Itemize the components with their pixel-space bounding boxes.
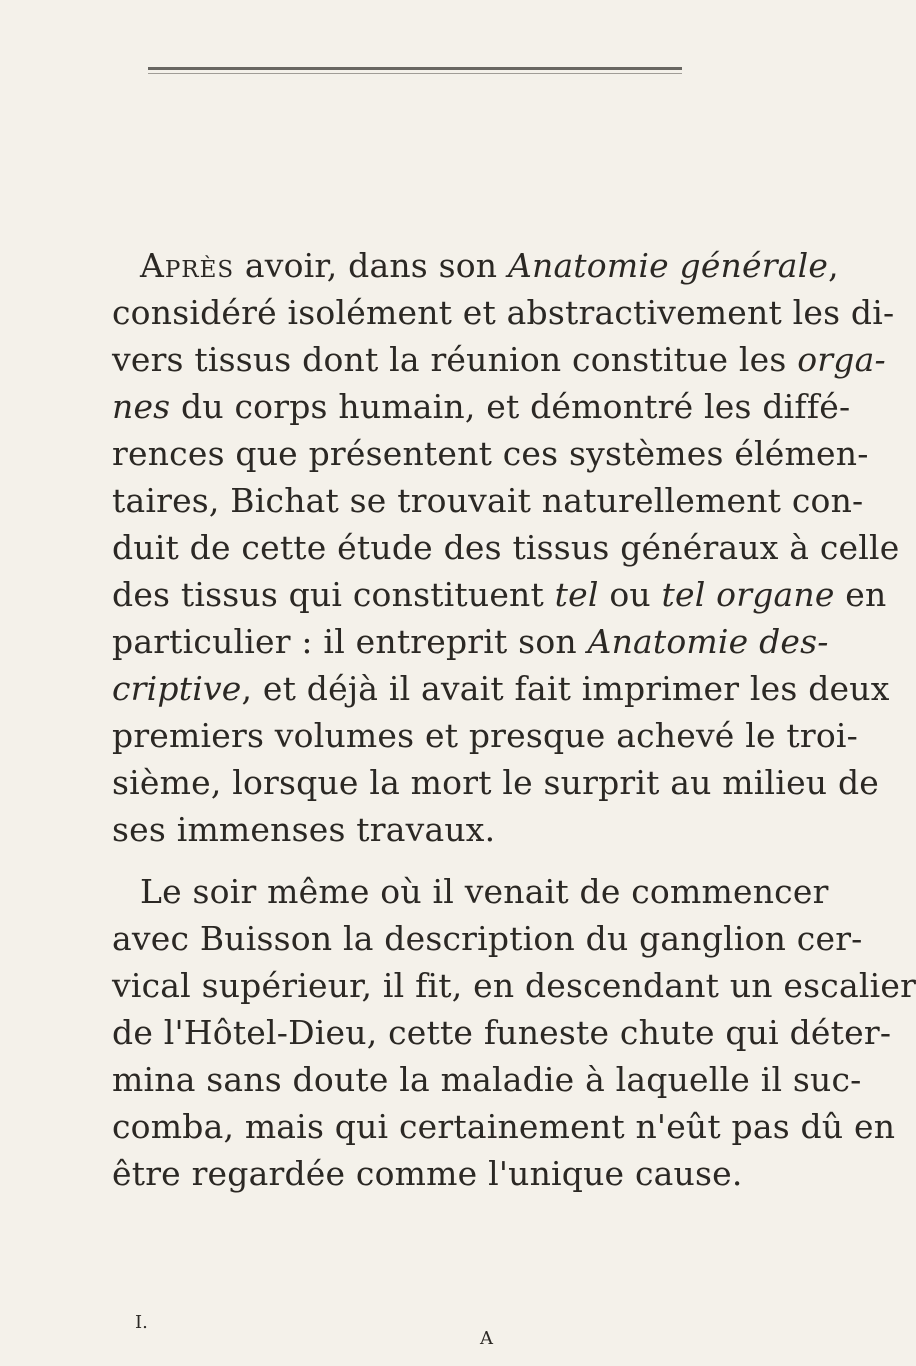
text-run: duit de cette étude des tissus généraux à celle <box>112 528 900 567</box>
text-line: être regardée comme l'unique cause. <box>112 1154 743 1193</box>
text-line <box>112 759 879 806</box>
text-run: taires, Bichat se trouvait naturellement con- <box>112 481 864 520</box>
text-run: du corps humain, et démontré les diffé- <box>170 387 851 426</box>
page-footer <box>0 1312 800 1352</box>
text-line: Le soir même où il venait de commencer <box>140 872 829 911</box>
text-line <box>112 289 895 336</box>
text-run: considéré isolément et abstractivement les di- <box>112 293 895 332</box>
text-run: premiers volumes et presque achevé le troi- <box>112 716 858 755</box>
text-run: avoir, dans son <box>234 246 508 285</box>
text-run: ou <box>598 575 662 614</box>
text-line <box>112 712 858 759</box>
text-run: en <box>834 575 887 614</box>
text-run: rences que présentent ces systèmes élémen- <box>112 434 869 473</box>
text-run: Après <box>140 246 235 285</box>
text-line <box>112 242 839 289</box>
text-line: comba, mais qui certainement n'eût pas dû en <box>112 1107 896 1146</box>
text-line: vical supérieur, il fit, en descendant un escalier <box>112 966 916 1005</box>
text-run: des tissus qui constituent <box>112 575 555 614</box>
text-line <box>112 571 887 618</box>
text-line <box>112 383 851 430</box>
italic-term: tel <box>554 575 599 614</box>
text-line <box>112 524 900 571</box>
text-line: de l'Hôtel-Dieu, cette funeste chute qui déter- <box>112 1013 892 1052</box>
text-run: particulier : il entreprit son <box>112 622 588 661</box>
text-line <box>112 618 829 665</box>
text-line <box>112 430 869 477</box>
italic-title: criptive <box>112 669 242 708</box>
page-text <box>112 242 916 1197</box>
italic-title: Anatomie générale <box>507 246 829 285</box>
text-line <box>112 665 890 712</box>
text-run: sième, lorsque la mort le surprit au milieu de <box>112 763 879 802</box>
text-line <box>112 806 692 853</box>
paragraph-2 <box>112 868 916 1197</box>
signature-mark: I. <box>135 1312 148 1333</box>
italic-term: nes <box>112 387 171 426</box>
text-run: , <box>828 246 839 285</box>
text-run: vers tissus dont la réunion constitue les <box>112 340 798 379</box>
text-run: ses immenses travaux. <box>112 810 496 849</box>
signature-letter: A <box>480 1328 493 1349</box>
italic-title: Anatomie des- <box>587 622 829 661</box>
text-line: avec Buisson la description du ganglion cer- <box>112 919 863 958</box>
text-line <box>112 336 886 383</box>
italic-term: tel organe <box>661 575 835 614</box>
text-run: , et déjà il avait fait imprimer les deux <box>241 669 890 708</box>
paragraph-1 <box>112 242 900 853</box>
italic-term: orga- <box>797 340 886 379</box>
text-line <box>112 477 864 524</box>
top-rule-thin <box>148 73 682 74</box>
top-rule <box>148 67 682 70</box>
text-line: mina sans doute la maladie à laquelle il suc- <box>112 1060 862 1099</box>
